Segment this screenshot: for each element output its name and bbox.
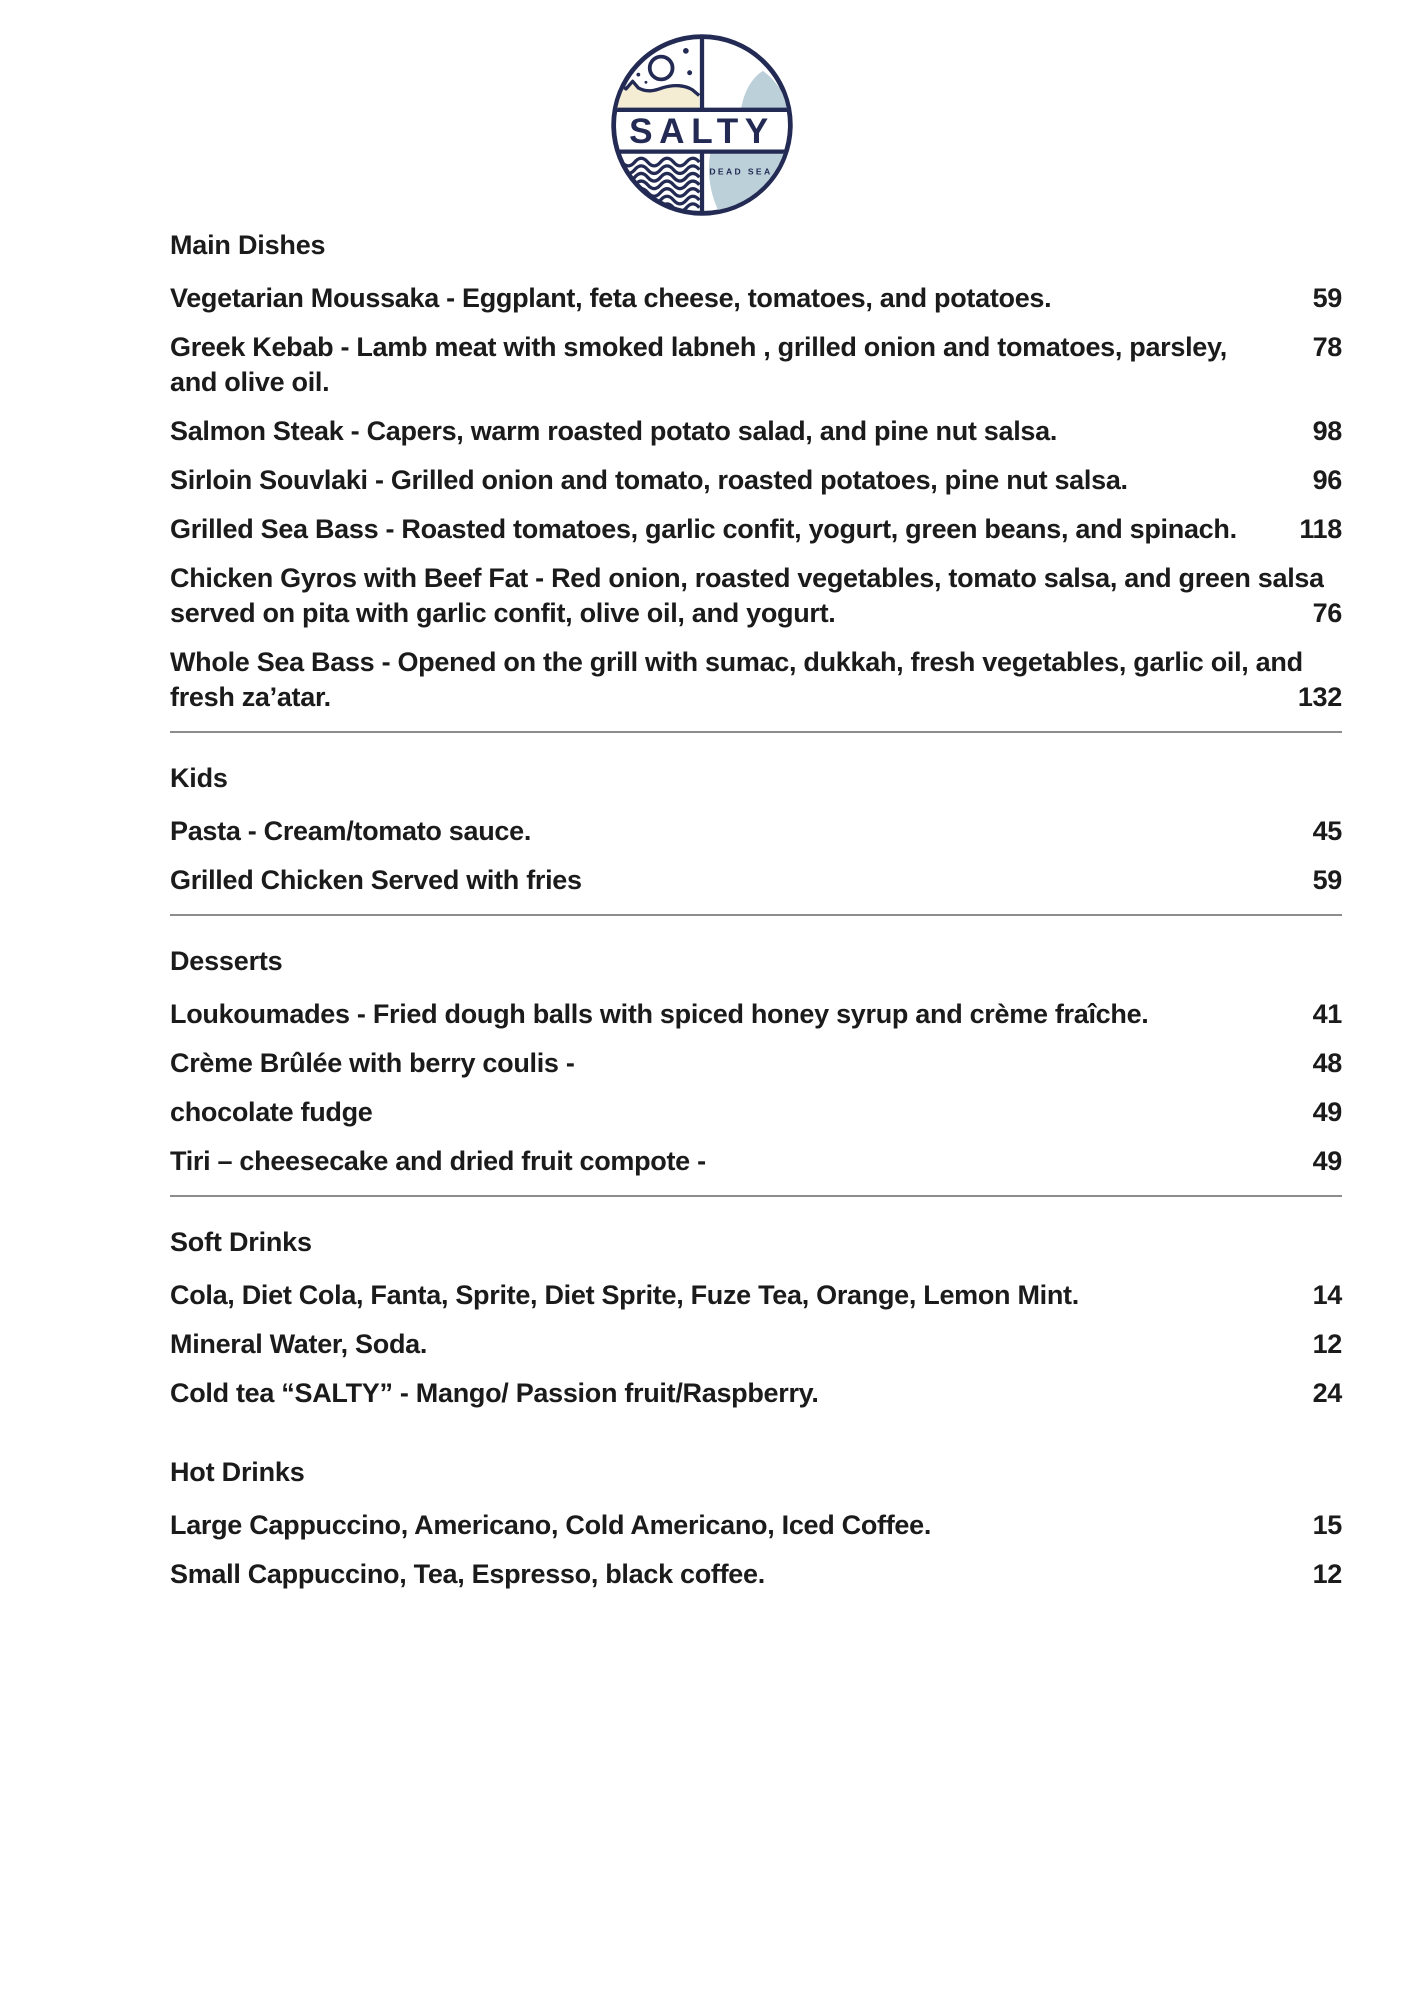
- item-line: [170, 1278, 1342, 1313]
- item-price: 59: [1312, 283, 1342, 313]
- section-title: Soft Drinks: [170, 1227, 312, 1257]
- menu-item: [170, 1508, 1342, 1543]
- section-divider: [170, 914, 1342, 916]
- menu-section: [170, 1225, 1342, 1411]
- item-description: Loukoumades - Fried dough balls with spiced honey syrup and crème fraîche.: [170, 999, 1149, 1029]
- menu-item: [170, 645, 1342, 715]
- item-description: Vegetarian Moussaka - Eggplant, feta cheese, tomatoes, and potatoes.: [170, 283, 1052, 313]
- item-line: [170, 414, 1342, 449]
- logo-dot: [683, 48, 689, 54]
- menu-item: [170, 561, 1342, 631]
- salty-logo-icon: [607, 30, 797, 220]
- item-price: 76: [1312, 598, 1342, 628]
- item-line: [170, 1095, 1342, 1130]
- logo-tagline-text: DEAD SEA: [709, 166, 773, 177]
- menu-section: [170, 228, 1342, 733]
- item-price: 48: [1312, 1048, 1342, 1078]
- menu-item: [170, 512, 1342, 547]
- item-line: [170, 330, 1342, 365]
- menu-item: [170, 1046, 1342, 1081]
- item-description: Pasta - Cream/tomato sauce.: [170, 816, 532, 846]
- menu-section: [170, 761, 1342, 916]
- item-line: [170, 863, 1342, 898]
- item-price: 98: [1312, 416, 1342, 446]
- item-price: 49: [1312, 1097, 1342, 1127]
- menu-item: [170, 1327, 1342, 1362]
- menu-section: [170, 944, 1342, 1197]
- section-title: Desserts: [170, 946, 283, 976]
- item-line: [170, 1144, 1342, 1179]
- menu-item: [170, 1278, 1342, 1313]
- item-price: 96: [1312, 465, 1342, 495]
- item-price: 49: [1312, 1146, 1342, 1176]
- menu-item: [170, 1376, 1342, 1411]
- item-price: 12: [1312, 1329, 1342, 1359]
- section-items: [170, 997, 1342, 1179]
- item-description: fresh za’atar.: [170, 682, 331, 712]
- item-description: Grilled Chicken Served with fries: [170, 865, 582, 895]
- section-title: Hot Drinks: [170, 1457, 305, 1487]
- item-price: 132: [1297, 682, 1342, 712]
- item-line: [170, 1327, 1342, 1362]
- menu-item: [170, 1095, 1342, 1130]
- section-items: [170, 814, 1342, 898]
- item-price: 14: [1312, 1280, 1342, 1310]
- section-title: Main Dishes: [170, 230, 326, 260]
- item-price: 24: [1312, 1378, 1342, 1408]
- logo-dot: [687, 70, 692, 75]
- item-price: 45: [1312, 816, 1342, 846]
- item-description: Large Cappuccino, Americano, Cold Americano, Iced Coffee.: [170, 1510, 932, 1540]
- item-description: Cola, Diet Cola, Fanta, Sprite, Diet Sprite, Fuze Tea, Orange, Lemon Mint.: [170, 1280, 1079, 1310]
- section-items: [170, 1278, 1342, 1411]
- item-line: [170, 463, 1342, 498]
- item-description: and olive oil.: [170, 367, 330, 397]
- item-line: [170, 365, 1342, 400]
- item-description: chocolate fudge: [170, 1097, 373, 1127]
- item-price: 78: [1312, 332, 1342, 362]
- section-divider: [170, 731, 1342, 733]
- item-line: [170, 1376, 1342, 1411]
- logo-dot: [645, 81, 648, 84]
- item-line: [170, 680, 1342, 715]
- logo-dot: [636, 73, 640, 77]
- item-description: Small Cappuccino, Tea, Espresso, black coffee.: [170, 1559, 765, 1589]
- salty-logo: [607, 30, 797, 220]
- menu-item: [170, 414, 1342, 449]
- item-line: [170, 645, 1342, 680]
- section-divider: [170, 1195, 1342, 1197]
- section-items: [170, 1508, 1342, 1592]
- item-description: Grilled Sea Bass - Roasted tomatoes, garlic confit, yogurt, green beans, and spinach.: [170, 514, 1237, 544]
- item-description: Chicken Gyros with Beef Fat - Red onion, roasted vegetables, tomato salsa, and green salsa: [170, 563, 1324, 593]
- menu-content: [0, 220, 1404, 1592]
- section-title: Kids: [170, 763, 228, 793]
- item-description: Crème Brûlée with berry coulis -: [170, 1048, 575, 1078]
- logo-bottomright-blob: [709, 152, 793, 215]
- item-line: [170, 1557, 1342, 1592]
- menu-item: [170, 281, 1342, 316]
- item-line: [170, 1508, 1342, 1543]
- menu-item: [170, 997, 1342, 1032]
- menu-item: [170, 863, 1342, 898]
- item-line: [170, 561, 1342, 596]
- menu-item: [170, 1144, 1342, 1179]
- item-price: 41: [1312, 999, 1342, 1029]
- item-description: Mineral Water, Soda.: [170, 1329, 428, 1359]
- item-line: [170, 281, 1342, 316]
- section-items: [170, 281, 1342, 715]
- item-description: Tiri – cheesecake and dried fruit compote -: [170, 1146, 706, 1176]
- menu-sections: [170, 228, 1342, 1592]
- item-description: served on pita with garlic confit, olive oil, and yogurt.: [170, 598, 836, 628]
- item-line: [170, 1046, 1342, 1081]
- menu-section: [170, 1455, 1342, 1592]
- item-line: [170, 596, 1342, 631]
- item-description: Cold tea “SALTY” - Mango/ Passion fruit/Raspberry.: [170, 1378, 819, 1408]
- item-price: 118: [1299, 514, 1342, 544]
- item-description: Whole Sea Bass - Opened on the grill with sumac, dukkah, fresh vegetables, garlic oil, and: [170, 647, 1303, 677]
- logo-brand-text: SALTY: [629, 112, 775, 152]
- item-price: 59: [1312, 865, 1342, 895]
- item-price: 12: [1312, 1559, 1342, 1589]
- menu-item: [170, 1557, 1342, 1592]
- item-price: 15: [1312, 1510, 1342, 1540]
- menu-item: [170, 463, 1342, 498]
- item-line: [170, 997, 1342, 1032]
- item-description: Sirloin Souvlaki - Grilled onion and tomato, roasted potatoes, pine nut salsa.: [170, 465, 1128, 495]
- logo-sun-icon: [650, 57, 673, 80]
- item-line: [170, 512, 1342, 547]
- menu-item: [170, 330, 1342, 400]
- menu-item: [170, 814, 1342, 849]
- item-description: Greek Kebab - Lamb meat with smoked labneh , grilled onion and tomatoes, parsley,: [170, 332, 1227, 362]
- item-description: Salmon Steak - Capers, warm roasted potato salad, and pine nut salsa.: [170, 416, 1058, 446]
- item-line: [170, 814, 1342, 849]
